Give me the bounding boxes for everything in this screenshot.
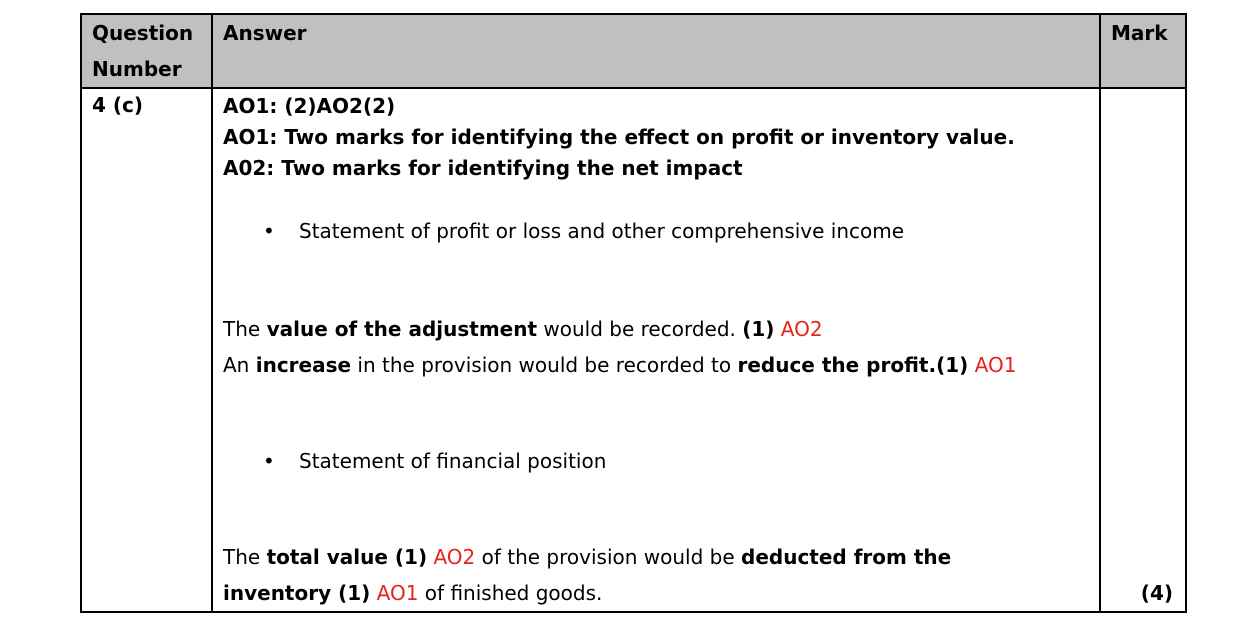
mark-header-label: Mark bbox=[1111, 21, 1168, 45]
answer-header bbox=[212, 14, 1100, 88]
question-header-line1: Question bbox=[92, 21, 194, 45]
para3-text-1: The bbox=[223, 545, 267, 569]
para2-bold-1: increase bbox=[255, 353, 352, 377]
bullet-profit-or-loss bbox=[223, 217, 1099, 245]
para3-text-2: of the provision would be bbox=[475, 545, 742, 569]
para1-text-2: would be recorded. bbox=[537, 317, 743, 341]
para2-ao-label: AO1 bbox=[968, 353, 1017, 377]
para3-bold-1: total value (1) bbox=[266, 545, 428, 569]
bullet-financial-position-text: Statement of financial position bbox=[299, 449, 607, 473]
paragraph-total-value bbox=[223, 539, 1099, 575]
question-number-cell bbox=[81, 88, 212, 612]
ao2-description: A02: Two marks for identifying the net impact bbox=[223, 156, 743, 180]
paragraph-value-adjustment bbox=[223, 311, 1099, 347]
question-number-header bbox=[81, 14, 212, 88]
para2-text-1: An bbox=[223, 353, 256, 377]
para1-bold-2: (1) bbox=[742, 317, 775, 341]
para1-text-1: The bbox=[223, 317, 267, 341]
bullet-icon: • bbox=[263, 449, 275, 473]
para1-ao-label: AO2 bbox=[774, 317, 823, 341]
bullet-icon: • bbox=[263, 219, 275, 243]
paragraph-inventory bbox=[223, 575, 1099, 611]
ao-summary: AO1: (2)AO2(2) bbox=[223, 94, 396, 118]
ao1-description: AO1: Two marks for identifying the effect on profit or inventory value. bbox=[223, 125, 1015, 149]
para3-bold-2: deducted from the bbox=[741, 545, 952, 569]
answer-row bbox=[81, 88, 1186, 612]
mark-scheme-table bbox=[80, 13, 1187, 613]
header-row bbox=[81, 14, 1186, 88]
bullet-financial-position bbox=[223, 447, 1099, 475]
para2-text-2: in the provision would be recorded to bbox=[351, 353, 738, 377]
answer-cell bbox=[212, 88, 1100, 612]
para1-bold-1: value of the adjustment bbox=[266, 317, 538, 341]
para4-text-1: of finished goods. bbox=[418, 581, 603, 605]
paragraph-increase-provision bbox=[223, 347, 1099, 383]
bullet-profit-or-loss-text: Statement of profit or loss and other comprehensive income bbox=[299, 219, 905, 243]
answer-header-label: Answer bbox=[223, 21, 307, 45]
para4-bold-1: inventory (1) bbox=[223, 581, 371, 605]
question-header-line2: Number bbox=[92, 57, 182, 81]
mark-cell bbox=[1100, 88, 1186, 612]
mark-header bbox=[1100, 14, 1186, 88]
para2-bold-2: reduce the profit.(1) bbox=[737, 353, 969, 377]
para3-ao-label: AO2 bbox=[427, 545, 476, 569]
para4-ao-label: AO1 bbox=[370, 581, 419, 605]
mark-value: (4) bbox=[1140, 581, 1173, 605]
question-number: 4 (c) bbox=[92, 93, 144, 117]
